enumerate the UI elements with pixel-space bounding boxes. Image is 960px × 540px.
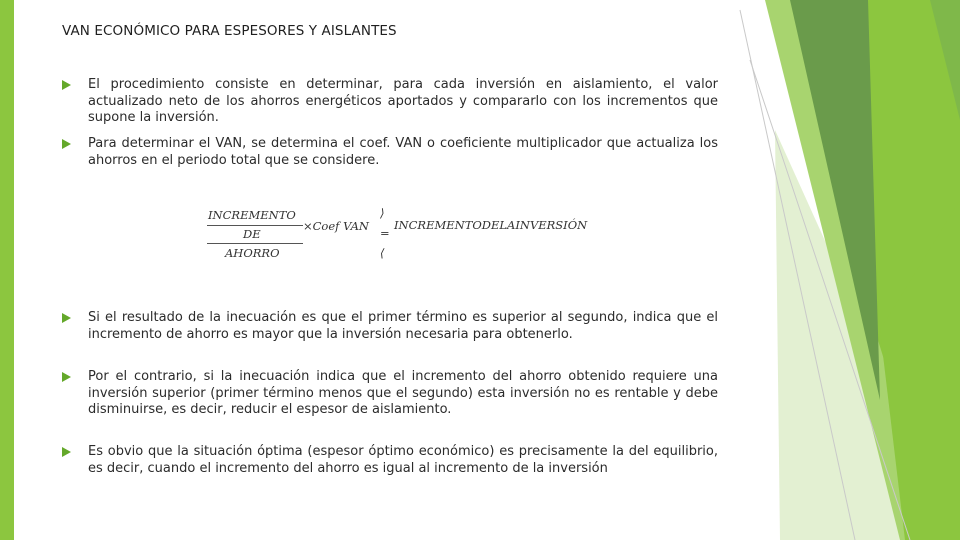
bullet-text: El procedimiento consiste en determinar, para cada inversión en aislamiento, el valor actualizado neto de los ahorros energéticos aportados y compararlo con los incrementos que supone la inversión. <box>88 77 718 125</box>
formula-denominator: AHORRO <box>225 246 280 260</box>
van-inequation-formula <box>205 206 625 264</box>
fraction-line <box>207 243 303 244</box>
left-green-bar <box>0 0 14 540</box>
formula-greater-than: ⟩ <box>380 206 385 220</box>
triangle-bullet-icon <box>62 372 71 382</box>
bullet-item <box>62 444 718 477</box>
formula-middle: DE <box>243 227 261 241</box>
triangle-bullet-icon <box>62 139 71 149</box>
formula-multiplier: ×Coef VAN <box>303 219 369 233</box>
formula-rhs: INCREMENTODELAINVERSIÓN <box>394 218 588 232</box>
formula-equals: = <box>380 226 390 240</box>
formula-numerator: INCREMENTO <box>208 208 296 222</box>
slide-title: VAN ECONÓMICO PARA ESPESORES Y AISLANTES <box>62 23 397 39</box>
triangle-bullet-icon <box>62 447 71 457</box>
bullet-text: Para determinar el VAN, se determina el coef. VAN o coeficiente multiplicador que actualiza los ahorros en el periodo total que se considere. <box>88 136 718 168</box>
bullet-item <box>62 136 718 169</box>
formula-less-than: ⟨ <box>380 246 385 260</box>
bullet-item <box>62 369 718 419</box>
bullet-text: Por el contrario, si la inecuación indica que el incremento del ahorro obtenido requiere una inversión superior (primer término menos que el segundo) esta inversión no es rentable y debe disminuirse, es decir, reducir el espesor de aislamiento. <box>88 369 718 417</box>
bullet-text: Si el resultado de la inecuación es que el primer término es superior al segundo, indica que el incremento de ahorro es mayor que la inversión necesaria para obtenerlo. <box>88 310 718 342</box>
triangle-bullet-icon <box>62 313 71 323</box>
bullet-item <box>62 77 718 127</box>
bullet-item <box>62 310 718 343</box>
triangle-bullet-icon <box>62 80 71 90</box>
fraction-line <box>207 225 303 226</box>
bullet-text: Es obvio que la situación óptima (espesor óptimo económico) es precisamente la del equilibrio, es decir, cuando el incremento del ahorro es igual al incremento de la inversión <box>88 444 718 476</box>
